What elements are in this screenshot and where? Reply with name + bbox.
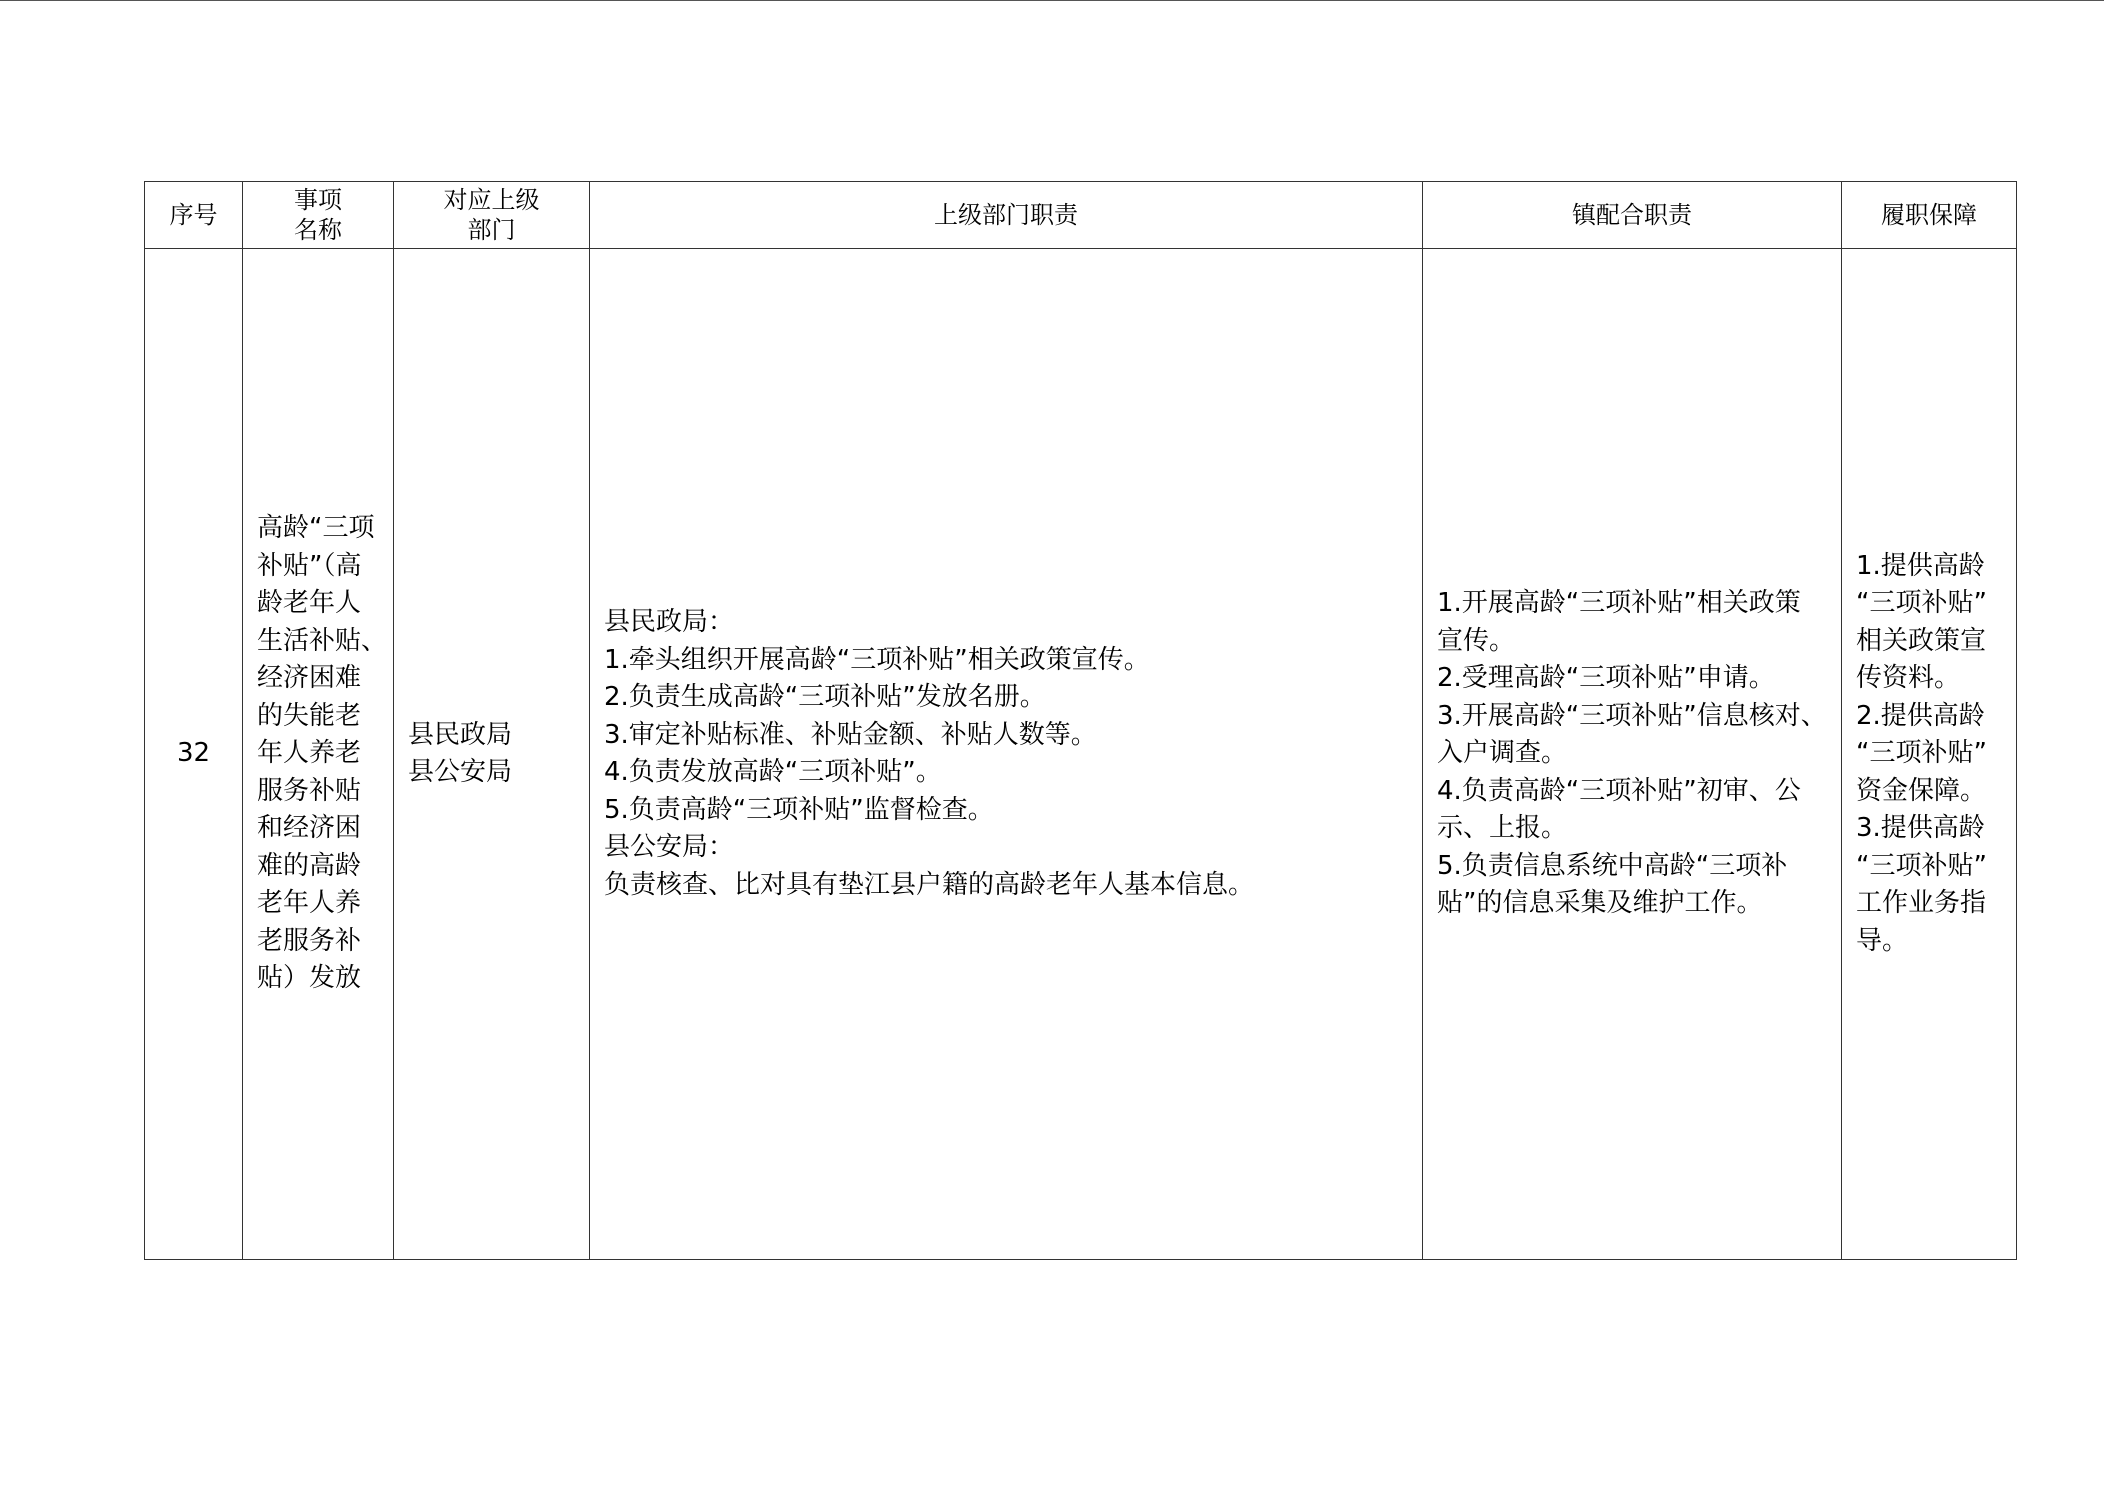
guarantee-line: 导。 (1856, 925, 1909, 956)
row-departments (394, 249, 590, 1260)
header-guarantee-label: 履职保障 (1881, 201, 1977, 229)
header-superior-department-line-2: 部门 (467, 216, 516, 244)
guarantee-line: 传资料。 (1856, 663, 1961, 694)
guarantee-line: 相关政策宣 (1856, 625, 1987, 656)
table-row (145, 249, 2017, 1260)
row-superior-duties (590, 249, 1423, 1260)
item-name-line: 年人养老 (257, 738, 362, 769)
town-duty-line: 3.开展高龄“三项补贴”信息核对、 (1437, 700, 1827, 731)
item-name-line: 老服务补 (257, 925, 362, 956)
header-superior-department (394, 182, 590, 249)
superior-duty-line: 负责核查、比对具有垫江县户籍的高龄老年人基本信息。 (604, 869, 1255, 900)
guarantee-line: 1.提供高龄 (1856, 550, 1985, 581)
guarantee-line: 工作业务指 (1856, 888, 1987, 919)
town-duty-line: 贴”的信息采集及维护工作。 (1437, 888, 1763, 919)
town-duty-line: 4.负责高龄“三项补贴”初审、公 (1437, 775, 1801, 806)
header-superior-duties (590, 182, 1423, 249)
superior-duty-line: 县民政局： (604, 607, 735, 637)
header-item-name-line-1: 事项 (294, 186, 342, 214)
town-duty-line: 宣传。 (1437, 625, 1516, 656)
guarantee-line: “三项补贴” (1856, 738, 1987, 769)
town-duty-line: 5.负责信息系统中高龄“三项补 (1437, 850, 1788, 881)
superior-duty-line: 2.负责生成高龄“三项补贴”发放名册。 (604, 682, 1046, 712)
town-duty-line: 示、上报。 (1437, 813, 1568, 844)
superior-duty-line: 3.审定补贴标准、补贴金额、补贴人数等。 (604, 719, 1097, 750)
item-name-line: 的失能老 (257, 700, 362, 731)
town-duty-line: 1.开展高龄“三项补贴”相关政策 (1437, 588, 1801, 619)
item-name-line: 贴）发放 (257, 963, 362, 994)
header-guarantee (1842, 182, 2017, 249)
town-duty-line: 2.受理高龄“三项补贴”申请。 (1437, 663, 1775, 694)
row-serial-number: 32 (145, 249, 243, 1260)
header-town-duties (1423, 182, 1842, 249)
superior-duty-line: 5.负责高龄“三项补贴”监督检查。 (604, 794, 994, 825)
item-name-line: 龄老年人 (257, 588, 362, 619)
superior-duty-line: 4.负责发放高龄“三项补贴”。 (604, 757, 942, 787)
guarantee-line: 3.提供高龄 (1856, 813, 1985, 844)
header-serial-number-label: 序号 (169, 201, 218, 229)
header-item-name-line-2: 名称 (294, 216, 342, 244)
guarantee-line: “三项补贴” (1856, 588, 1987, 619)
header-superior-duties-label: 上级部门职责 (934, 201, 1078, 229)
superior-duty-line: 县公安局： (604, 832, 735, 862)
item-name-line: 和经济困 (257, 813, 362, 844)
guarantee-line: “三项补贴” (1856, 850, 1987, 881)
header-serial-number (145, 182, 243, 249)
item-name-line: 经济困难 (257, 663, 362, 694)
item-name-line: 补贴”（高 (257, 550, 362, 581)
header-town-duties-label: 镇配合职责 (1572, 201, 1692, 229)
guarantee-line: 资金保障。 (1856, 775, 1987, 806)
department-public-security: 县公安局 (408, 757, 513, 787)
item-name-line: 服务补贴 (257, 775, 362, 806)
row-town-duties (1423, 249, 1842, 1260)
row-guarantees (1842, 249, 2017, 1260)
header-item-name (243, 182, 394, 249)
item-name-line: 生活补贴、 (257, 625, 388, 656)
department-civil-affairs: 县民政局 (408, 719, 513, 750)
item-name-line: 老年人养 (257, 888, 362, 919)
guarantee-line: 2.提供高龄 (1856, 700, 1985, 731)
row-item-name (243, 249, 394, 1260)
superior-duty-line: 1.牵头组织开展高龄“三项补贴”相关政策宣传。 (604, 644, 1150, 675)
item-name-line: 难的高龄 (257, 850, 362, 881)
town-duty-line: 入户调查。 (1437, 738, 1568, 769)
item-name-line: 高龄“三项 (257, 513, 375, 544)
header-superior-department-line-1: 对应上级 (443, 186, 540, 214)
duty-table (144, 181, 2017, 1260)
table-header-row (145, 182, 2017, 249)
